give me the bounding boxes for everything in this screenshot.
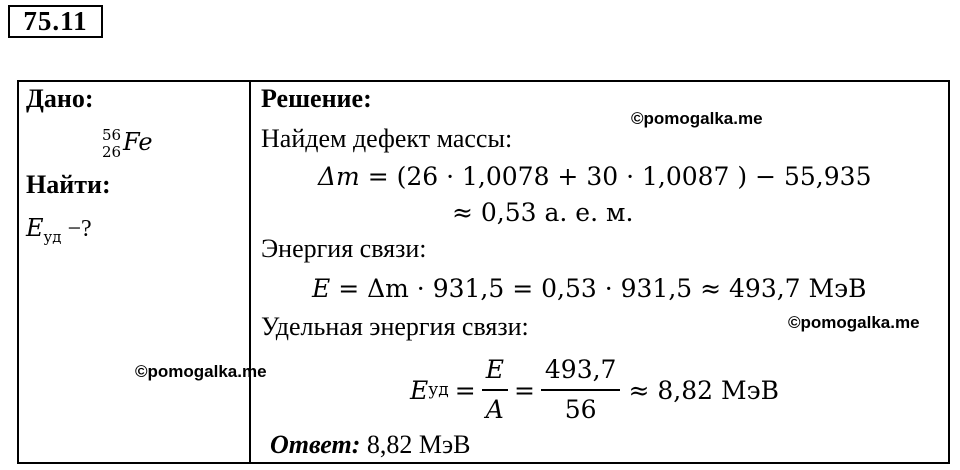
answer-value: 8,82 МэВ [360,430,471,459]
watermark: ©pomogalka.me [631,109,763,128]
equation-binding-energy [312,274,867,303]
watermark: ©pomogalka.me [788,313,920,332]
equation-mass-defect-result: ≈ 0,53 а. е. м. [452,198,634,227]
specific-energy-result: ≈ 8,82 МэВ [628,375,779,405]
fraction-e-over-a [482,351,508,429]
given-heading: Дано: [26,84,94,113]
fraction-numerator: E [482,351,508,391]
specific-energy-symbol: E [410,375,429,405]
specific-energy-subscript: уд [428,380,449,400]
column-divider [249,80,251,464]
find-heading: Найти: [26,170,111,199]
problem-number: 75.11 [8,5,103,38]
answer [270,430,471,460]
mass-defect-symbol: Δm [318,162,360,191]
nuclide-charge-number: 26 [102,143,122,161]
find-question: −? [61,216,92,242]
find-quantity [26,214,92,246]
step-specific-energy: Удельная энергия связи: [261,312,529,341]
equation-specific-energy: E уд = $\frac{E}{A}$ = $\frac{493,7}{56}$ ≈ 8,82 МэВ [410,350,779,430]
fraction-denominator: A [485,395,504,424]
step-mass-defect: Найдем дефект массы: [261,124,513,153]
energy-symbol: E [312,274,331,303]
nuclide-mass-number: 56 [102,126,122,144]
fraction-numerator: 493,7 [541,351,621,391]
fraction-numeric [541,351,621,429]
solution-heading: Решение: [261,84,372,113]
answer-label: Ответ: [270,430,361,459]
nuclide-symbol: Fe [123,128,153,156]
find-symbol: E [26,214,44,242]
binding-energy-expression: = Δm · 931,5 = 0,53 · 931,5 ≈ 493,7 МэВ [330,274,867,303]
find-subscript: уд [43,227,62,246]
equation-mass-defect [318,162,871,191]
fraction-denominator: 56 [564,395,597,424]
watermark: ©pomogalka.me [135,362,267,381]
mass-defect-expression: = (26 · 1,0078 + 30 · 1,0087 ) − 55,935 [359,162,872,191]
step-binding-energy: Энергия связи: [261,234,427,263]
